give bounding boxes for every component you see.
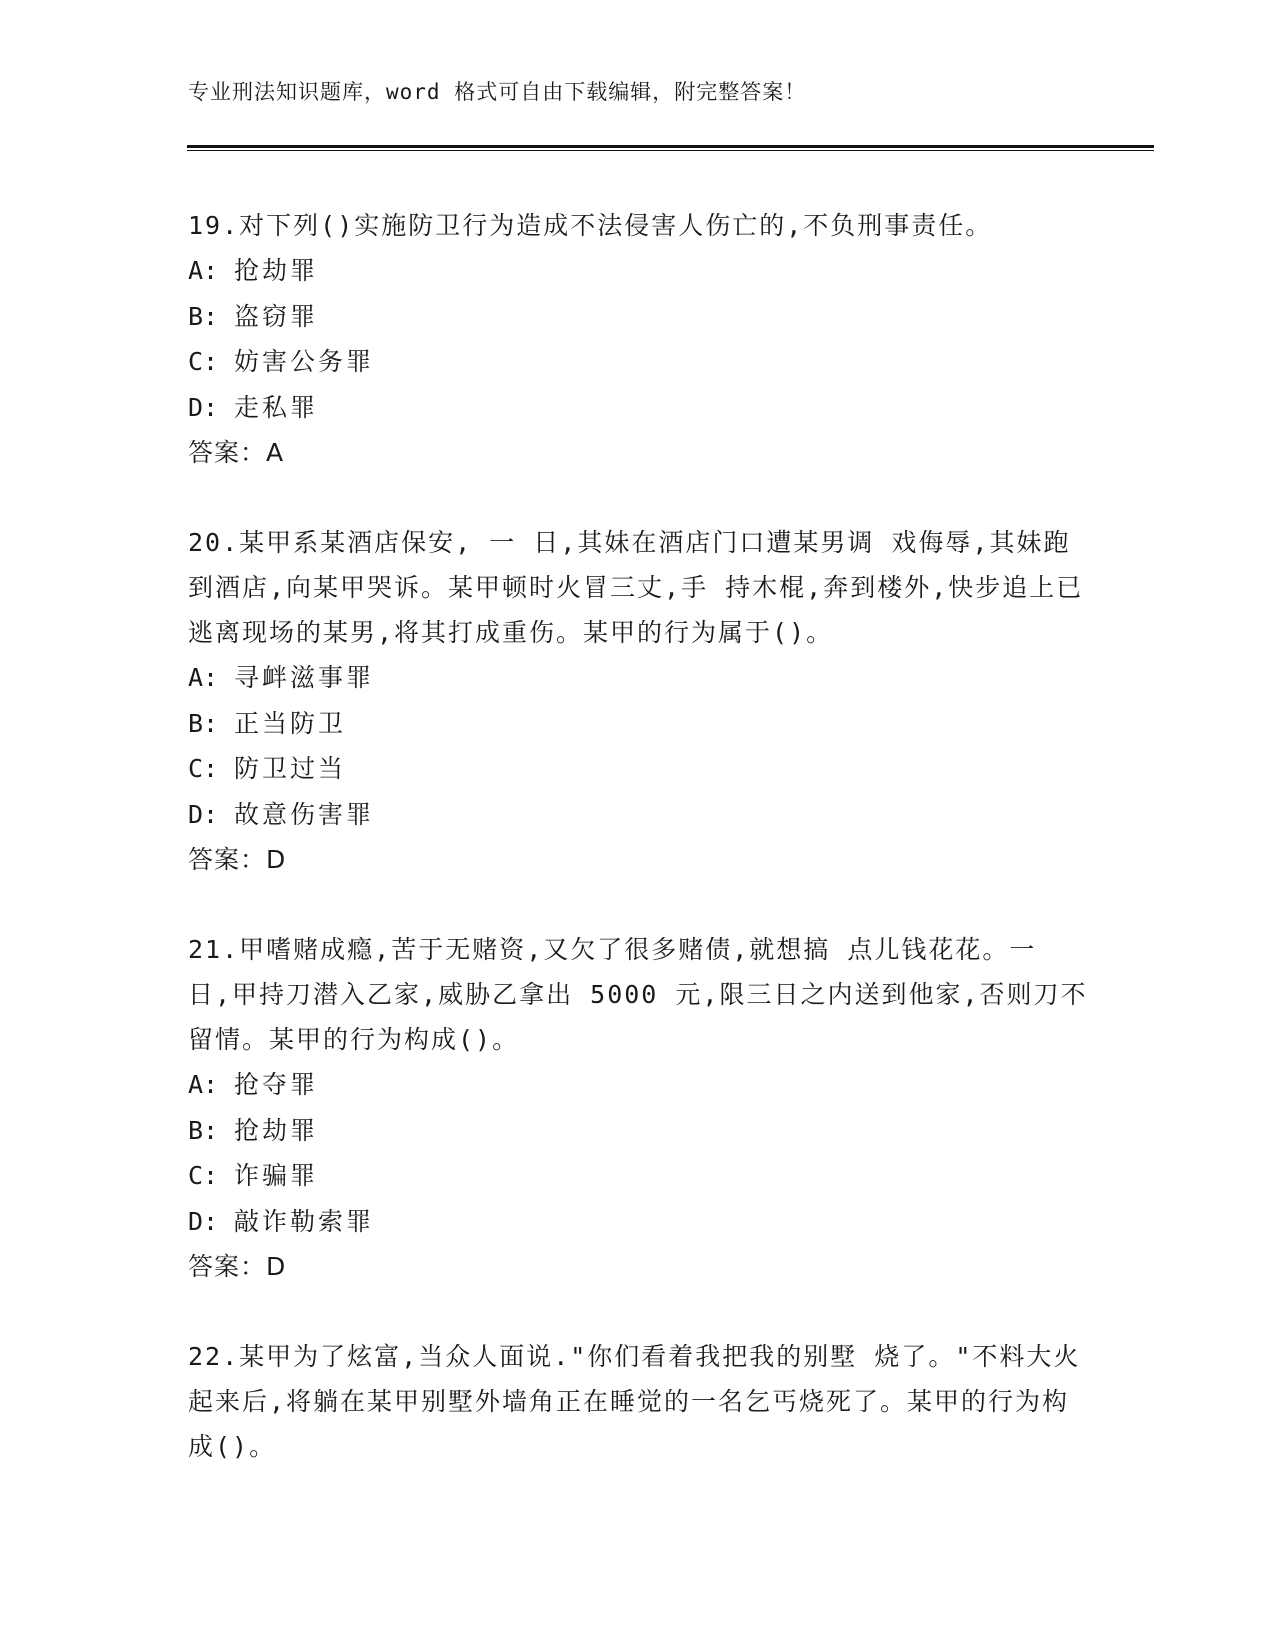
option-letter: C: [188, 754, 219, 783]
option-c [188, 339, 1088, 385]
option-text: 抢夺罪 [234, 1070, 319, 1099]
option-text: 抢劫罪 [234, 1115, 319, 1145]
option-letter: D: [188, 1206, 219, 1236]
option-c [188, 1153, 1088, 1199]
option-letter: A: [188, 256, 219, 285]
option-text: 正当防卫 [234, 708, 347, 738]
question-21 [188, 927, 1088, 1289]
option-text: 妨害公务罪 [234, 347, 375, 376]
answer-line [188, 837, 1088, 882]
option-c [188, 746, 1088, 792]
answer-line [188, 1244, 1088, 1289]
question-19 [188, 203, 1088, 475]
option-b [188, 1108, 1088, 1154]
option-letter: A: [188, 663, 219, 692]
answer-value: A [266, 438, 285, 467]
question-stem: 21.甲嗜赌成瘾,苦于无赌资,又欠了很多赌债,就想搞 点儿钱花花。一 日,甲持刀潜入乙家,威胁乙拿出 5000 元,限三日之内送到他家,否则刀不留情。某甲的行为构成()。 [188, 935, 1088, 1054]
question-22 [188, 1334, 1088, 1469]
option-text: 故意伤害罪 [234, 799, 375, 829]
page-header: 专业刑法知识题库，word 格式可自由下载编辑，附完整答案！ [188, 80, 807, 104]
option-text: 敲诈勒索罪 [234, 1206, 375, 1236]
question-stem: 22.某甲为了炫富,当众人面说."你们看着我把我的别墅 烧了。"不料大火起来后,将躺在某甲别墅外墙角正在睡觉的一名乞丐烧死了。某甲的行为构成()。 [188, 1342, 1081, 1461]
option-text: 诈骗罪 [234, 1161, 319, 1190]
answer-label: 答案： [188, 1252, 267, 1281]
header-divider [187, 145, 1154, 148]
option-letter: C: [188, 1161, 219, 1190]
option-a [188, 1062, 1088, 1108]
question-list [188, 203, 1088, 1469]
option-text: 走私罪 [234, 392, 319, 422]
option-d [188, 385, 1088, 431]
answer-value: D [266, 1252, 287, 1281]
question-stem: 20.某甲系某酒店保安, 一 日,其妹在酒店门口遭某男调 戏侮辱,其妹跑到酒店,向某甲哭诉。某甲顿时火冒三丈,手 持木棍,奔到楼外,快步追上已逃离现场的某男,将其打成重伤。某甲的行为属于()。 [188, 528, 1084, 647]
answer-label: 答案： [188, 438, 267, 467]
option-letter: B: [188, 1115, 219, 1145]
option-text: 防卫过当 [234, 754, 347, 783]
option-text: 寻衅滋事罪 [234, 663, 375, 692]
option-letter: A: [188, 1070, 219, 1099]
option-letter: C: [188, 347, 219, 376]
option-letter: D: [188, 799, 219, 829]
option-b [188, 701, 1088, 747]
option-d [188, 1199, 1088, 1245]
header-divider-thin [187, 150, 1154, 151]
answer-value: D [266, 845, 287, 874]
option-text: 抢劫罪 [234, 256, 319, 285]
option-letter: D: [188, 392, 219, 422]
option-b [188, 294, 1088, 340]
answer-label: 答案： [188, 845, 267, 874]
question-20 [188, 520, 1088, 882]
answer-line [188, 430, 1088, 475]
option-letter: B: [188, 708, 219, 738]
option-letter: B: [188, 301, 219, 331]
option-a [188, 655, 1088, 701]
option-text: 盗窃罪 [234, 301, 319, 331]
option-a [188, 248, 1088, 294]
question-stem: 19.对下列()实施防卫行为造成不法侵害人伤亡的,不负刑事责任。 [188, 211, 993, 240]
option-d [188, 792, 1088, 838]
